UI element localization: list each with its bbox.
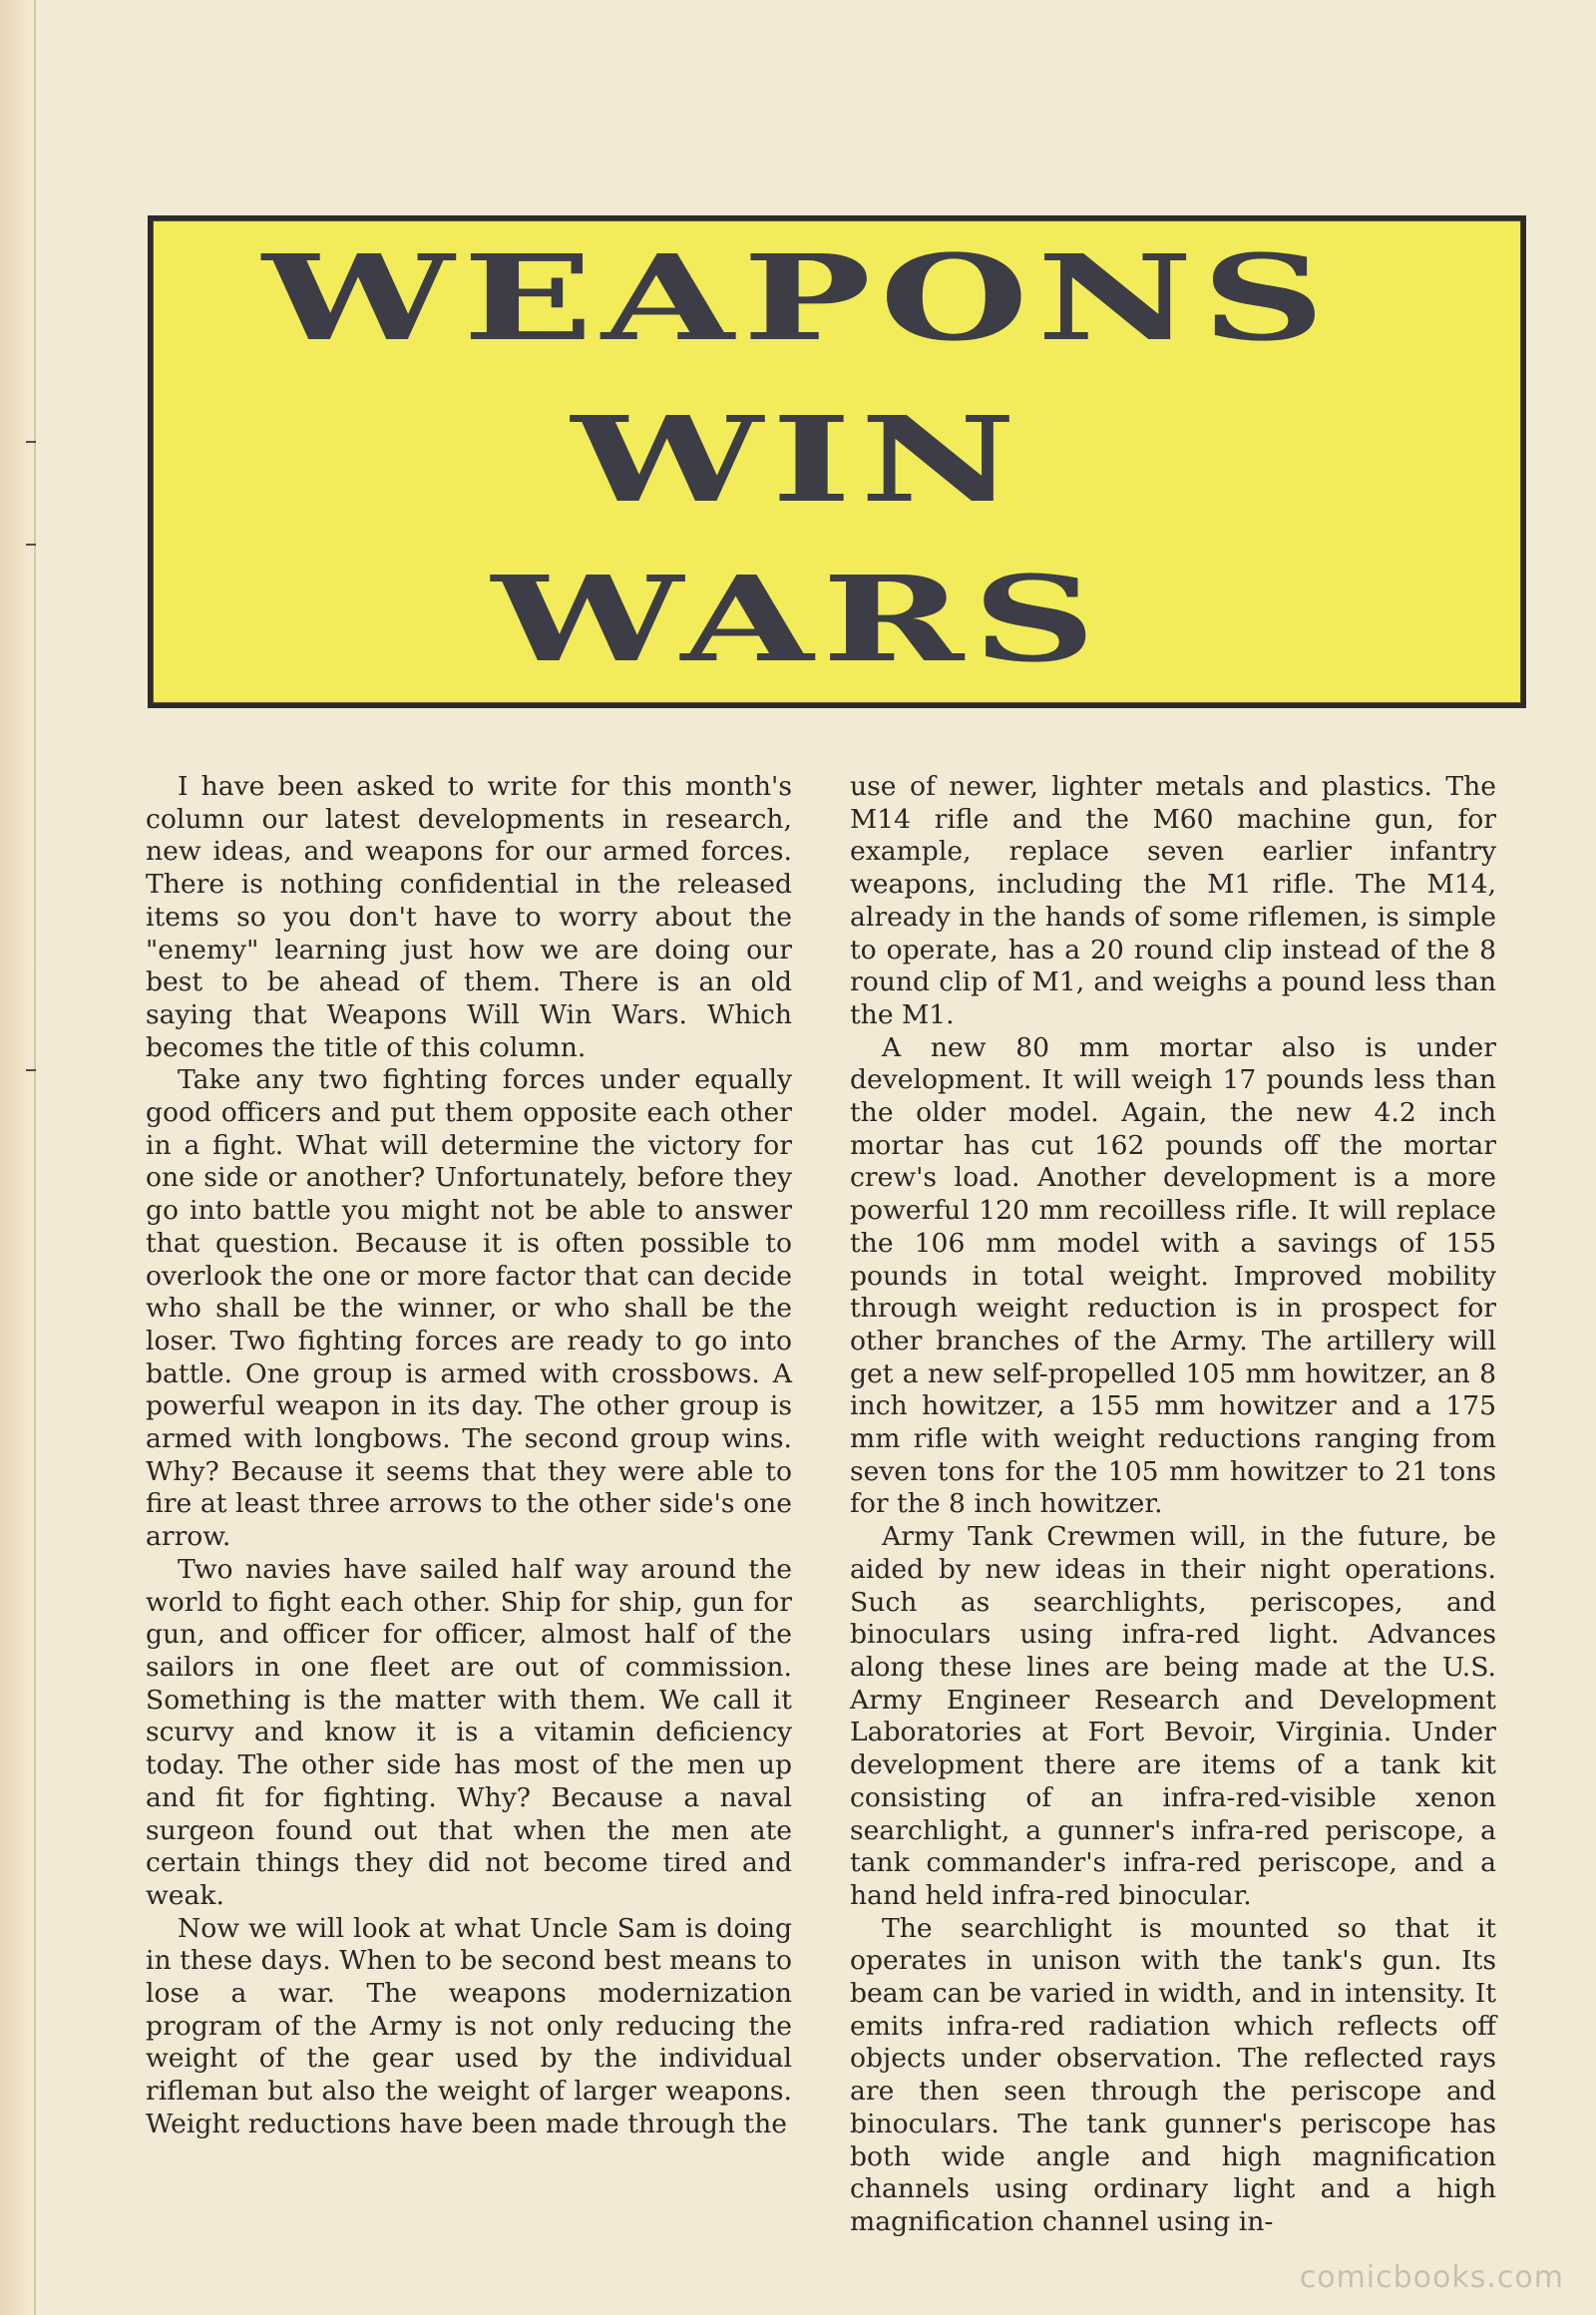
title-line-2: WIN	[571, 390, 1025, 529]
paragraph: I have been asked to write for this month's column our latest developments in research, new ideas, and weapons for our armed forces. There is nothing confidential in the released items so you don't have to worry about the "enemy" learning just how we are doing our best to be ahead of them. There is an old saying that Weapons Will Win Wars. Which becomes the title of this column.	[146, 771, 792, 1063]
paragraph: Now we will look at what Uncle Sam is doing in these days. When to be second best means to lose a war. The weapons modernization program of the Army is not only reducing the weight of the gear used by the individual rifleman but also the weight of larger weapons. Weight reductions have been made through the	[146, 1912, 792, 2139]
paragraph: Army Tank Crewmen will, in the future, be aided by new ideas in their night operations. Such as searchlights, periscopes, and binoculars using infra-red light. Advances along these lines are being made at the U.S. Army Engineer Research and Development Laboratories at Fort Bevoir, Virginia. Under development there are items of a tank kit consisting of an infra-red-visible xenon searchlight, a gunner's infra-red periscope, a tank commander's infra-red periscope, and a hand held infra-red binocular.	[850, 1521, 1496, 1911]
paragraph: Take any two fighting forces under equally good officers and put them opposite each other in a fight. What will determine the victory for one side or another? Unfortunately, before they go into battle you might not be able to answer that question. Because it is often possible to overlook the one or more factor that can decide who shall be the winner, or who shall be the loser. Two fighting forces are ready to go into battle. One group is armed with crossbows. A powerful weapon in its day. The other group is armed with longbows. The second group wins. Why? Because it seems that they were able to fire at least three arrows to the other side's one arrow.	[146, 1064, 792, 1553]
binding-tick-mark	[26, 1069, 36, 1071]
article-column-left	[146, 771, 792, 2141]
paragraph: Two navies have sailed half way around the world to fight each other. Ship for ship, gun for gun, and officer for officer, almost half of the sailors in one fleet are out of commission. Something is the matter with them. We call it scurvy and know it is a vitamin deficiency today. The other side has most of the men up and fit for fighting. Why? Because a naval surgeon found out that when the men ate certain things they did not become tired and weak.	[146, 1553, 792, 1911]
article-column-right	[850, 771, 1496, 2239]
title-line-1: WEAPONS	[262, 228, 1334, 367]
paragraph: use of newer, lighter metals and plastics. The M14 rifle and the M60 machine gun, for example, replace seven earlier infantry weapons, including the M1 rifle. The M14, already in the hands of some riflemen, is simple to operate, has a 20 round clip instead of the 8 round clip of M1, and weighs a pound less than the M1.	[850, 771, 1496, 1030]
paragraph: The searchlight is mounted so that it operates in unison with the tank's gun. Its beam can be varied in width, and in intensity. It emits infra-red radiation which reflects off objects under observation. The reflected rays are then seen through the periscope and binoculars. The tank gunner's periscope has both wide angle and high magnification channels using ordinary light and a high magnification channel using in-	[850, 1912, 1496, 2237]
binding-tick-mark	[26, 544, 36, 546]
paragraph: A new 80 mm mortar also is under development. It will weigh 17 pounds less than the older model. Again, the new 4.2 inch mortar has cut 162 pounds off the mortar crew's load. Another development is a more powerful 120 mm recoilless rifle. It will replace the 106 mm model with a savings of 155 pounds in total weight. Improved mobility through weight reduction is in prospect for other branches of the Army. The artillery will get a new self-propelled 105 mm howitzer, an 8 inch howitzer, a 155 mm howitzer and a 175 mm rifle with weight reductions ranging from seven tons for the 105 mm howitzer to 21 tons for the 8 inch howitzer.	[850, 1031, 1496, 1520]
title-line-3: WARS	[491, 550, 1105, 688]
watermark: comicbooks.com	[1299, 2260, 1564, 2295]
